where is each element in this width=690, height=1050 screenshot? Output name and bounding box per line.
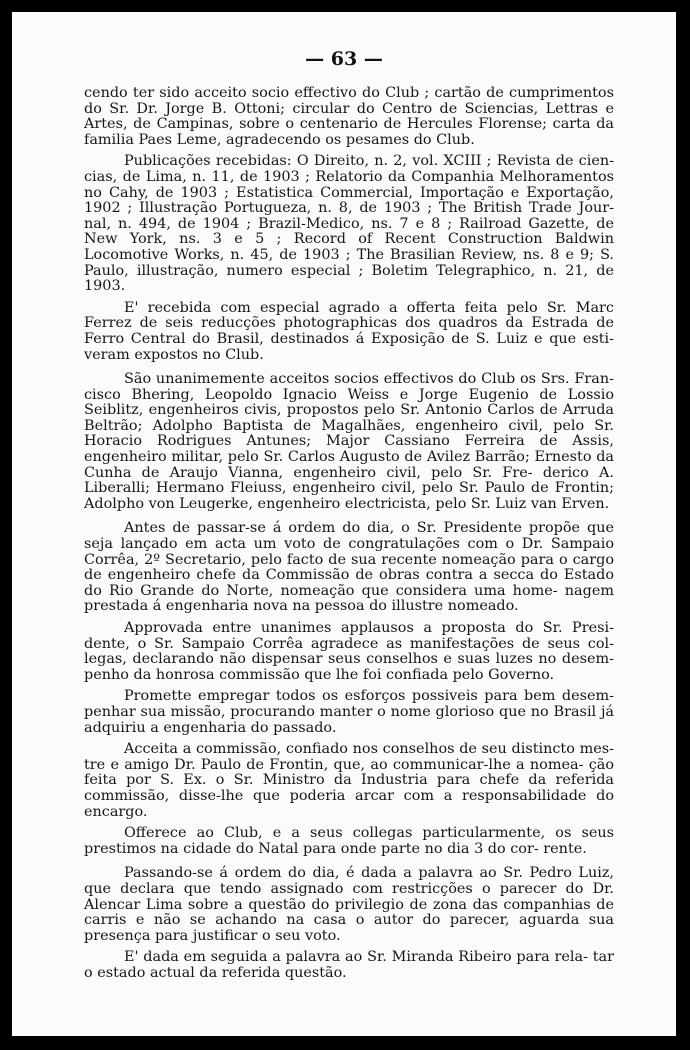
page-number: — 63 —	[305, 48, 383, 70]
page-body	[84, 86, 614, 987]
page-sheet	[12, 12, 676, 1036]
paragraph-new-members: São unanimemente acceitos socios effectivos do Club os Srs. Fran- cisco Bhering, Leopoldo Ignacio Weiss e Jorge Eugenio de Lossio Seiblitz, engenheiros civis, propostos pelo Sr. Antonio Carlos de Arruda Beltrão; Adolpho Baptista de Magalhães, engenheiro civil, pelo Sr. Horacio Rodrigues Antunes; Major Cassiano Ferreira de Assis, engenheiro militar, pelo Sr. Carlos Augusto de Avilez Barrão; Ernesto da Cunha de Araujo Vianna, engenheiro civil, pelo Sr. Fre- derico A. Liberalli; Hermano Fleiuss, engenheiro civil, pelo Sr. Paulo de Frontin; Adolpho von Leugerke, engenheiro electricista, pelo Sr. Luiz van Erven.	[84, 371, 614, 512]
paragraph-offer: E' recebida com especial agrado a offerta feita pelo Sr. Marc Ferrez de seis reducções photographicas dos quadros da Estrada de Ferro Central do Brasil, destinados á Exposição de S. Luiz e que esti- veram expostos no Club.	[84, 299, 614, 363]
paragraph-order-of-day: Passando-se á ordem do dia, é dada a palavra ao Sr. Pedro Luiz, que declara que tendo assignado com restricções o parecer do Dr. Alencar Lima sobre a questão do privilegio de zona das companhias de carris e não se achando na casa o autor do parecer, aguarda sua presença para justificar o seu voto.	[84, 865, 614, 944]
paragraph-acceptance: Acceita a commissão, confiado nos conselhos de seu distincto mes- tre e amigo Dr. Paulo de Frontin, que, ao communicar-lhe a nomea- ção feita por S. Ex. o Sr. Ministro da Industria para chefe da referida commissão, disse-lhe que poderia arcar com a responsabilidade do encargo.	[84, 741, 614, 820]
paragraph-approval: Approvada entre unanimes applausos a proposta do Sr. Presi- dente, o Sr. Sampaio Corrêa agradece as manifestações de seus col- legas, declarando não dispensar seus conselhos e suas luzes no desem- penho da honrosa commissão que lhe foi confiada pelo Governo.	[84, 620, 614, 683]
paragraph-congratulations: Antes de passar-se á ordem do dia, o Sr. Presidente propõe que seja lançado em acta um voto de congratulações com o Dr. Sampaio Corrêa, 2º Secretario, pelo facto de sua recente nomeação para o cargo de engenheiro chefe da Commissão de obras contra a secca do Estado do Rio Grande do Norte, nomeação que considera uma home- nagem prestada á engenharia nova na pessoa do illustre nomeado.	[84, 520, 614, 615]
paragraph-miranda-ribeiro: E' dada em seguida a palavra ao Sr. Miranda Ribeiro para rela- tar o estado actual da referida questão.	[84, 949, 614, 981]
paragraph-offer-services: Offerece ao Club, e a seus collegas particularmente, os seus prestimos na cidade do Natal para onde parte no dia 3 do cor- rente.	[84, 825, 614, 857]
paragraph-continuation: cendo ter sido acceito socio effectivo do Club ; cartão de cumprimentos do Sr. Dr. Jorge B. Ottoni; circular do Centro de Sciencias, Lettras e Artes, de Campinas, sobre o centenario de Hercules Florense; carta da familia Paes Leme, agradecendo os pesames do Club.	[84, 85, 614, 148]
paragraph-publications: Publicações recebidas: O Direito, n. 2, vol. XCIII ; Revista de cien- cias, de Lima, n. 11, de 1903 ; Relatorio da Companhia Melhoramentos no Cahy, de 1903 ; Estatistica Commercial, Importação e Exportação, 1902 ; Illustração Portugueza, n. 8, de 1903 ; The British Trade Jour- nal, n. 494, de 1904 ; Brazil-Medico, ns. 7 e 8 ; Railroad Gazette, de New York, ns. 3 e 5 ; Record of Recent Construction Baldwin Locomotive Works, n. 45, de 1903 ; The Brasilian Review, ns. 8 e 9; S. Paulo, illustração, numero especial ; Boletim Telegraphico, n. 21, de 1903.	[84, 153, 614, 295]
paragraph-promise: Promette empregar todos os esforços possiveis para bem desem- penhar sua missão, procurando manter o nome glorioso que no Brasil já adquiriu a engenharia do passado.	[84, 688, 614, 736]
